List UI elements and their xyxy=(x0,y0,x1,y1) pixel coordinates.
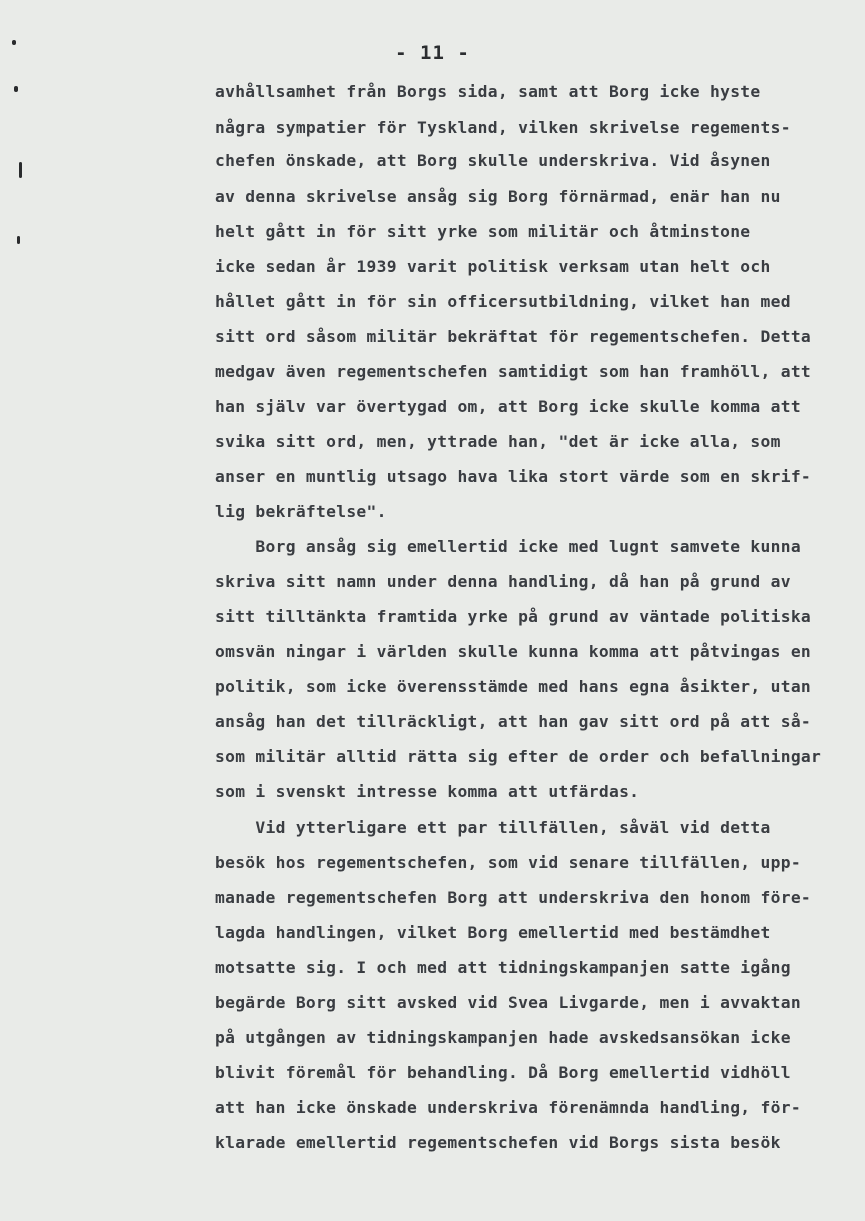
punch-mark-middle xyxy=(19,162,22,178)
page-number: - 11 - xyxy=(395,42,470,64)
text-line: Borg ansåg sig emellertid icke med lugnt samvete kunna xyxy=(215,537,801,556)
punch-mark-lower xyxy=(17,236,20,244)
text-line: sitt tilltänkta framtida yrke på grund av väntade politiska xyxy=(215,607,812,626)
text-line: omsvän ningar i världen skulle kunna komma att påtvingas en xyxy=(215,642,812,661)
text-line: politik, som icke överensstämde med hans egna åsikter, utan xyxy=(215,677,812,696)
text-line: han själv var övertygad om, att Borg icke skulle komma att xyxy=(215,397,801,416)
text-line: svika sitt ord, men, yttrade han, "det är icke alla, som xyxy=(215,432,781,451)
text-line: besök hos regementschefen, som vid senare tillfällen, upp- xyxy=(215,853,801,872)
punch-mark-upper xyxy=(14,86,18,92)
text-line: som militär alltid rätta sig efter de order och befallningar xyxy=(215,747,822,766)
text-line: helt gått in för sitt yrke som militär och åtminstone xyxy=(215,222,751,241)
text-line: avhållsamhet från Borgs sida, samt att Borg icke hyste xyxy=(215,82,761,101)
text-line: ansåg han det tillräckligt, att han gav sitt ord på att så- xyxy=(215,712,812,731)
text-line: sitt ord såsom militär bekräftat för regementschefen. Detta xyxy=(215,327,812,346)
text-line: begärde Borg sitt avsked vid Svea Livgarde, men i avvaktan xyxy=(215,993,801,1012)
text-line: Vid ytterligare ett par tillfällen, såväl vid detta xyxy=(215,818,771,837)
text-line: skriva sitt namn under denna handling, då han på grund av xyxy=(215,572,791,591)
text-line: hållet gått in för sin officersutbildning, vilket han med xyxy=(215,292,791,311)
text-line: av denna skrivelse ansåg sig Borg förnärmad, enär han nu xyxy=(215,187,781,206)
text-line: att han icke önskade underskriva förenämnda handling, för- xyxy=(215,1098,801,1117)
text-line: klarade emellertid regementschefen vid Borgs sista besök xyxy=(215,1133,781,1152)
text-line: motsatte sig. I och med att tidningskampanjen satte igång xyxy=(215,958,791,977)
text-line: några sympatier för Tyskland, vilken skrivelse regements- xyxy=(215,118,791,137)
text-line: på utgången av tidningskampanjen hade avskedsansökan icke xyxy=(215,1028,791,1047)
text-line: lagda handlingen, vilket Borg emellertid med bestämdhet xyxy=(215,923,771,942)
text-line: icke sedan år 1939 varit politisk verksam utan helt och xyxy=(215,257,771,276)
text-line: blivit föremål för behandling. Då Borg emellertid vidhöll xyxy=(215,1063,791,1082)
text-line: som i svenskt intresse komma att utfärdas. xyxy=(215,782,640,801)
text-line: medgav även regementschefen samtidigt som han framhöll, att xyxy=(215,362,812,381)
text-line: manade regementschefen Borg att underskriva den honom före- xyxy=(215,888,812,907)
text-line: anser en muntlig utsago hava lika stort värde som en skrif- xyxy=(215,467,812,486)
text-line: chefen önskade, att Borg skulle underskriva. Vid åsynen xyxy=(215,151,771,170)
text-line: lig bekräftelse". xyxy=(215,502,387,521)
